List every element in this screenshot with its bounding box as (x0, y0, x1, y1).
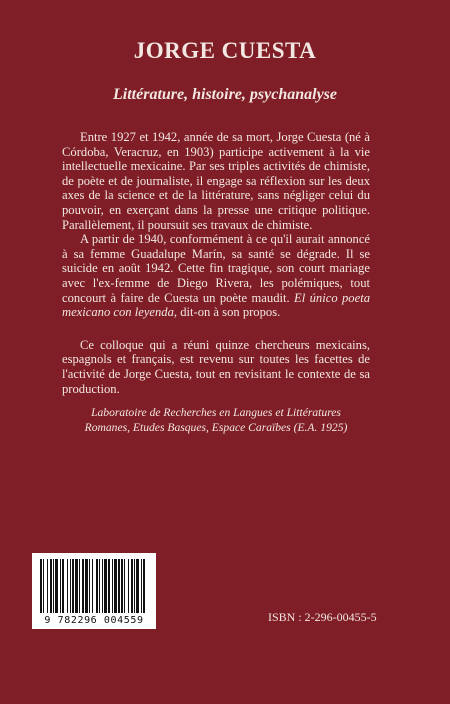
blurb-paragraph-2-text: A partir de 1940, conformément à ce qu'il aurait annoncé à sa femme Guadalupe Marín, sa santé se dégrade. Il se suicide en août 1942. Cette fin tragique, son court mariage avec l'ex-femme de Diego Rivera, les polémiques, tout concourt à faire de Cuesta un poète maudit. (62, 232, 370, 305)
barcode-bar (118, 559, 120, 613)
barcode-bar (40, 559, 42, 613)
barcode-bar (102, 559, 103, 613)
barcode-bar (72, 559, 74, 613)
book-title: JORGE CUESTA (133, 38, 317, 63)
barcode-bar (82, 559, 84, 613)
blurb-quote: El único poeta mexicano con leyenda (62, 290, 370, 320)
barcode-bar (104, 559, 107, 613)
lab-line-2: Romanes, Etudes Basques, Espace Caraïbes (E.A. 1925) (84, 421, 348, 434)
barcode-bar (55, 559, 58, 613)
publisher-lab (62, 405, 370, 435)
barcode-digits: 9 782296 004559 (44, 615, 144, 626)
barcode-bar (128, 559, 129, 613)
blurb (62, 130, 370, 396)
barcode-bar (112, 559, 113, 613)
barcode-bar (60, 559, 61, 613)
barcode-bar (99, 559, 100, 613)
lab-line-1: Laboratoire de Recherches en Langues et Littératures (91, 406, 341, 419)
barcode-bar (124, 559, 125, 613)
barcode-bar (85, 559, 88, 613)
barcode-bar (136, 559, 139, 613)
barcode-bar (43, 559, 44, 613)
barcode-bar (79, 559, 80, 613)
barcode-bar (47, 559, 48, 613)
barcode-bars (40, 559, 148, 613)
barcode-bar (131, 559, 133, 613)
book-subtitle: Littérature, histoire, psychanalyse (113, 86, 337, 103)
barcode-bar (141, 559, 142, 613)
barcode-bar (114, 559, 117, 613)
blurb-paragraph-1: Entre 1927 et 1942, année de sa mort, Jorge Cuesta (né à Córdoba, Veracruz, en 1903) participe activement à la vie intellectuelle mexicaine. Par ses triples activités de chimiste, de poète et de journaliste, il engage sa réflexion sur les deux axes de la science et de la littérature, sans négliger celui du pouvoir, en exerçant dans la presse une critique politique. Parallèlement, il poursuit ses travaux de chimiste. (62, 130, 370, 232)
barcode-bar (108, 559, 110, 613)
blurb-paragraph-2-end: , dit-on à son propos. (173, 305, 281, 320)
barcode-bar (143, 559, 145, 613)
blurb-paragraph-2 (62, 232, 370, 320)
barcode (32, 553, 156, 629)
blurb-paragraph-3: Ce colloque qui a réuni quinze chercheurs mexicains, espagnols et français, est revenu sur toutes les facettes de l'activité de Jorge Cuesta, tout en revisitant le contexte de sa production. (62, 337, 370, 396)
barcode-bar (96, 559, 98, 613)
isbn-label: ISBN : 2-296-00455-5 (268, 610, 377, 624)
barcode-bar (92, 559, 93, 613)
barcode-bar (89, 559, 90, 613)
barcode-bar (67, 559, 68, 613)
barcode-bar (75, 559, 78, 613)
barcode-bar (134, 559, 135, 613)
barcode-bar (50, 559, 52, 613)
barcode-bar (70, 559, 71, 613)
barcode-bar (62, 559, 64, 613)
barcode-bar (121, 559, 123, 613)
barcode-bar (53, 559, 54, 613)
